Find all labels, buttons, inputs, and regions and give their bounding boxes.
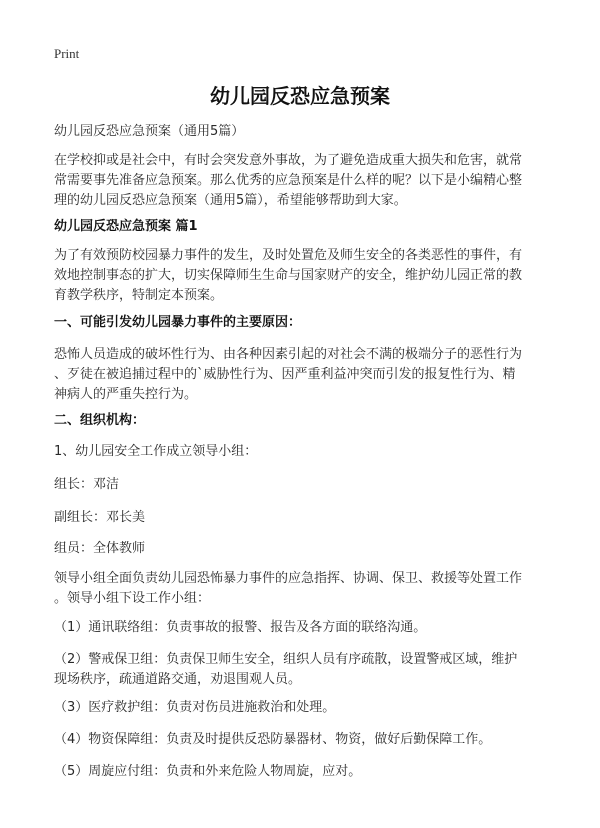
causes-line: 、歹徒在被追捕过程中的`威胁性行为、因严重利益冲突而引发的报复性行为、精 bbox=[54, 367, 516, 382]
task-security-line: 现场秩序，疏通道路交通，劝退围观人员。 bbox=[54, 672, 302, 687]
task-response: （5）周旋应付组：负责和外来危险人物周旋，应对。 bbox=[54, 764, 362, 779]
group-members: 组员：全体教师 bbox=[54, 541, 146, 556]
group-intro: 1、幼儿园安全工作成立领导小组： bbox=[54, 444, 258, 459]
causes-line: 神病人的严重失控行为。 bbox=[54, 387, 198, 402]
document-subtitle: 幼儿园反恐应急预案（通用5篇） bbox=[54, 124, 245, 139]
intro-paragraph bbox=[54, 151, 554, 211]
group-leader: 组长：邓洁 bbox=[54, 477, 120, 492]
task-security bbox=[54, 650, 554, 690]
purpose-line: 效地控制事态的扩大，切实保障师生生命与国家财产的安全，维护幼儿园正常的教 bbox=[54, 268, 523, 283]
group-deputy: 副组长：邓长美 bbox=[54, 510, 146, 525]
duty-paragraph bbox=[54, 569, 554, 609]
print-label: Print bbox=[54, 46, 80, 61]
task-communication: （1）通讯联络组：负责事故的报警、报告及各方面的联络沟通。 bbox=[54, 620, 427, 635]
task-security-line: （2）警戒保卫组：负责保卫师生安全，组织人员有序疏散，设置警戒区域，维护 bbox=[54, 652, 518, 667]
heading-organization: 二、组织机构： bbox=[54, 413, 146, 428]
intro-line: 常需要事先准备应急预案。那么优秀的应急预案是什么样的呢？以下是小编精心整 bbox=[54, 173, 523, 188]
duty-line: 。领导小组下设工作小组： bbox=[54, 591, 211, 606]
causes-line: 恐怖人员造成的破坏性行为、由各种因素引起的对社会不满的极端分子的恶性行为 bbox=[54, 347, 523, 362]
purpose-paragraph bbox=[54, 246, 554, 306]
intro-line: 在学校抑或是社会中，有时会突发意外事故，为了避免造成重大损失和危害，就常 bbox=[54, 153, 523, 168]
purpose-line: 为了有效预防校园暴力事件的发生，及时处置危及师生安全的各类恶性的事件，有 bbox=[54, 248, 523, 263]
duty-line: 领导小组全面负责幼儿园恐怖暴力事件的应急指挥、协调、保卫、救援等处置工作 bbox=[54, 571, 523, 586]
purpose-line: 育教学秩序，特制定本预案。 bbox=[54, 288, 224, 303]
task-supplies: （4）物资保障组：负责及时提供反恐防暴器材、物资，做好后勤保障工作。 bbox=[54, 732, 492, 747]
causes-paragraph bbox=[54, 345, 554, 405]
task-medical: （3）医疗救护组：负责对伤员进施救治和处理。 bbox=[54, 700, 336, 715]
section-heading: 幼儿园反恐应急预案 篇1 bbox=[54, 219, 198, 234]
page-title: 幼儿园反恐应急预案 bbox=[210, 84, 390, 108]
intro-line: 理的幼儿园反恐应急预案（通用5篇），希望能够帮助到大家。 bbox=[54, 193, 407, 208]
heading-causes: 一、可能引发幼儿园暴力事件的主要原因： bbox=[54, 315, 302, 330]
